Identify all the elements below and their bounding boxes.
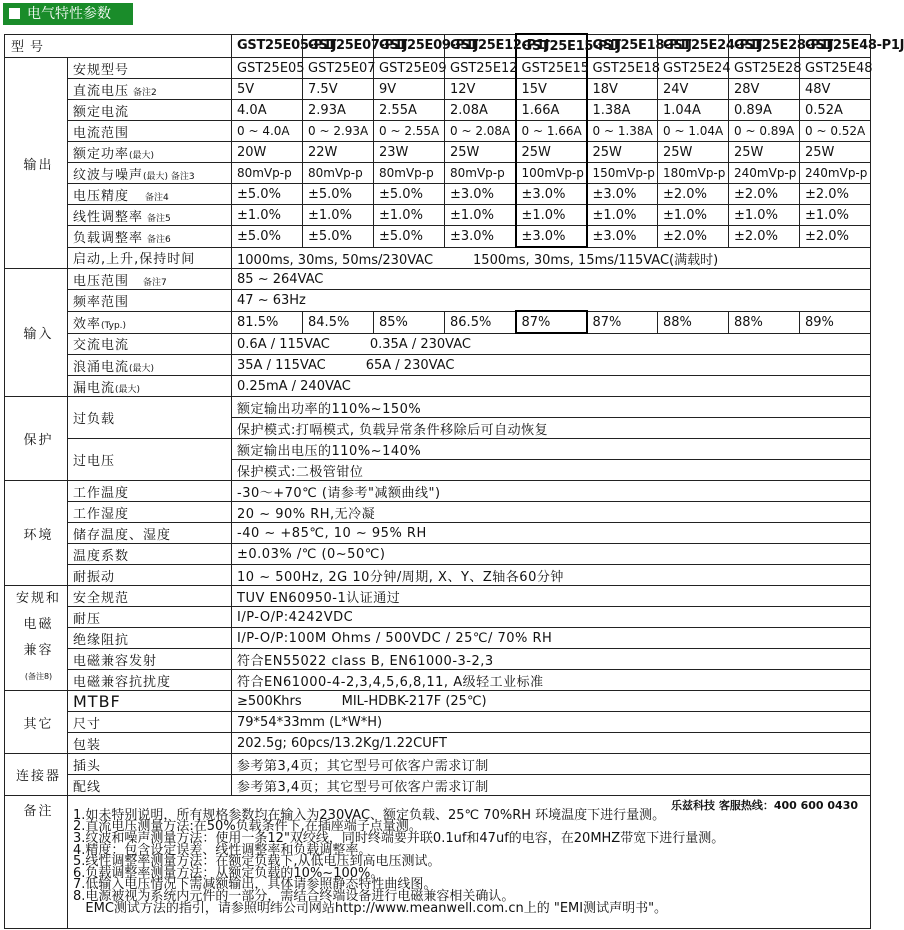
environment-row xyxy=(5,523,871,544)
cell: ±2.0% xyxy=(658,184,729,205)
row-label: 浪涌电流(最大) xyxy=(68,355,232,376)
cell: GST25E28 xyxy=(729,58,800,79)
cell: ±2.0% xyxy=(800,226,871,248)
row-label: 电磁兼容抗扰度 xyxy=(68,670,232,691)
input-row xyxy=(5,311,871,333)
row-label: 启动,上升,保持时间 xyxy=(68,247,232,269)
cell-span: ≥500Khrs MIL-HDBK-217F (25℃) xyxy=(232,691,871,712)
note-line: 4.精度：包含设定误差、线性调整率和负载调整率。 xyxy=(73,842,372,858)
cell: 20W xyxy=(232,142,303,163)
cell-span: 额定输出功率的110%~150% xyxy=(232,397,871,418)
cell: ±5.0% xyxy=(232,184,303,205)
cell: GST25E48 xyxy=(800,58,871,79)
cell: ±3.0% xyxy=(445,184,516,205)
safety-row xyxy=(5,649,871,670)
model-name: GST25E48-P1J xyxy=(800,34,871,58)
row-label: 过电压 xyxy=(68,439,232,481)
hotline: 乐兹科技 客服热线：400 600 0430 xyxy=(670,799,859,812)
cell: ±5.0% xyxy=(232,226,303,248)
protection-row xyxy=(5,397,871,418)
cell: ±3.0% xyxy=(445,226,516,248)
note-line: 6.负载调整率测量方法：从额定负载的10%~100%。 xyxy=(73,865,384,881)
cell: 9V xyxy=(374,79,445,100)
cell: 25W xyxy=(800,142,871,163)
protection-row xyxy=(5,439,871,460)
cell: 81.5% xyxy=(232,311,303,333)
cell: 87% xyxy=(587,311,658,333)
row-label: 负载调整率 备注6 xyxy=(68,226,232,248)
cell-span: 额定输出电压的110%~140% xyxy=(232,439,871,460)
cell-span: 47 ~ 63Hz xyxy=(232,290,871,312)
cell: GST25E24 xyxy=(658,58,729,79)
cell-span: 符合EN61000-4-2,3,4,5,6,8,11, A级轻工业标准 xyxy=(232,670,871,691)
cell-span: 保护模式:打嗝模式, 负载异常条件移除后可自动恢复 xyxy=(232,418,871,439)
others-row xyxy=(5,733,871,754)
model-label: 型号 xyxy=(5,34,232,58)
cell: 84.5% xyxy=(303,311,374,333)
environment-row xyxy=(5,565,871,586)
cell-highlight: 87% xyxy=(516,311,587,333)
input-row xyxy=(5,355,871,376)
row-label: 电压精度 备注4 xyxy=(68,184,232,205)
cell: 0 ~ 2.08A xyxy=(445,121,516,142)
cell: 180mVp-p xyxy=(658,163,729,184)
cell: 80mVp-p xyxy=(232,163,303,184)
cell: 25W xyxy=(658,142,729,163)
cell: 80mVp-p xyxy=(374,163,445,184)
note-line: 2.直流电压测量方法:在50%负载条件下,在插座端子点量测。 xyxy=(73,819,422,835)
cell: 48V xyxy=(800,79,871,100)
cell: GST25E09 xyxy=(374,58,445,79)
output-row xyxy=(5,79,871,100)
output-row xyxy=(5,142,871,163)
cell: 0.52A xyxy=(800,100,871,121)
cell: ±3.0% xyxy=(587,226,658,248)
cell: ±1.0% xyxy=(232,205,303,226)
remarks-row xyxy=(5,796,871,929)
cell-span: I/P-O/P:4242VDC xyxy=(232,607,871,628)
row-label: 额定功率(最大) xyxy=(68,142,232,163)
cell: ±5.0% xyxy=(303,226,374,248)
cell: 0 ~ 0.89A xyxy=(729,121,800,142)
note-line: 3.纹波和噪声测量方法：使用一条12"双绞线，同时终端要并联0.1uf和47uf的电容，在20MHZ带宽下进行量测。 xyxy=(73,831,725,847)
model-name: GST25E12-P1J xyxy=(445,34,516,58)
cell: ±2.0% xyxy=(729,226,800,248)
cell: 89% xyxy=(800,311,871,333)
input-row xyxy=(5,290,871,312)
cell-span: 0.6A / 115VAC 0.35A / 230VAC xyxy=(232,333,871,355)
remarks-notes xyxy=(68,796,871,929)
cell: 240mVp-p xyxy=(729,163,800,184)
cell: ±1.0% xyxy=(516,205,587,226)
row-label: 电流范围 xyxy=(68,121,232,142)
cell: ±3.0% xyxy=(587,184,658,205)
cell: 240mVp-p xyxy=(800,163,871,184)
cell: 85% xyxy=(374,311,445,333)
cell: 0 ~ 4.0A xyxy=(232,121,303,142)
cell: 2.08A xyxy=(445,100,516,121)
connector-row xyxy=(5,775,871,796)
input-row xyxy=(5,269,871,290)
safety-row xyxy=(5,607,871,628)
cell: ±5.0% xyxy=(374,226,445,248)
cell-span: 202.5g; 60pcs/13.2Kg/1.22CUFT xyxy=(232,733,871,754)
cell: 25W xyxy=(587,142,658,163)
protection-category: 保护 xyxy=(5,397,68,481)
cell-span: 0.25mA / 240VAC xyxy=(232,376,871,397)
cell-span: I/P-O/P:100M Ohms / 500VDC / 25℃/ 70% RH xyxy=(232,628,871,649)
cell: 88% xyxy=(658,311,729,333)
row-label: 额定电流 xyxy=(68,100,232,121)
model-name: GST25E18-P1J xyxy=(587,34,658,58)
row-label: 纹波与噪声(最大) 备注3 xyxy=(68,163,232,184)
cell: 0 ~ 1.38A xyxy=(587,121,658,142)
cell: 12V xyxy=(445,79,516,100)
safety-category: 安规和 电磁 兼容 (备注8) xyxy=(5,586,68,691)
cell: GST25E15 xyxy=(516,58,587,79)
output-row xyxy=(5,121,871,142)
spec-table xyxy=(4,33,904,929)
cell: GST25E07 xyxy=(303,58,374,79)
row-label: 工作湿度 xyxy=(68,502,232,523)
cell: 100mVp-p xyxy=(516,163,587,184)
row-label: 频率范围 xyxy=(68,290,232,312)
note-line: 8.电源被视为系统内元件的一部分，需结合终端设备进行电磁兼容相关确认。 xyxy=(73,888,515,904)
environment-row xyxy=(5,502,871,523)
input-category: 输入 xyxy=(5,269,68,397)
environment-row xyxy=(5,481,871,502)
row-label: 插头 xyxy=(68,754,232,775)
note-line: 5.线性调整率测量方法：在额定负载下,从低电压到高电压测试。 xyxy=(73,854,441,870)
model-name: GST25E05-P1J xyxy=(232,34,303,58)
cell: 5V xyxy=(232,79,303,100)
input-row xyxy=(5,333,871,355)
cell: 25W xyxy=(445,142,516,163)
others-category: 其它 xyxy=(5,691,68,754)
cell: ±2.0% xyxy=(800,184,871,205)
cell-span: 符合EN55022 class B, EN61000-3-2,3 xyxy=(232,649,871,670)
note-line: 1.如未特别说明，所有规格参数均在输入为230VAC、额定负载、25℃ 70%RH 环境温度下进行量测。 xyxy=(73,807,666,823)
row-label: 电磁兼容发射 xyxy=(68,649,232,670)
cell: 28V xyxy=(729,79,800,100)
cell: 150mVp-p xyxy=(587,163,658,184)
cell-span: 79*54*33mm (L*W*H) xyxy=(232,712,871,733)
cell: 4.0A xyxy=(232,100,303,121)
cell: 24V xyxy=(658,79,729,100)
model-name: GST25E24-P1J xyxy=(658,34,729,58)
model-name: GST25E07-P1J xyxy=(303,34,374,58)
row-label: 温度系数 xyxy=(68,544,232,565)
cell: ±3.0% xyxy=(516,184,587,205)
row-label: 过负载 xyxy=(68,397,232,439)
cell-span: 1000ms, 30ms, 50ms/230VAC 1500ms, 30ms, 15ms/115VAC(满载时) xyxy=(232,247,871,269)
cell-span: ±0.03% /℃ (0~50℃) xyxy=(232,544,871,565)
cell: ±1.0% xyxy=(445,205,516,226)
cell: GST25E05 xyxy=(232,58,303,79)
cell: ±3.0% xyxy=(516,226,587,248)
cell: 18V xyxy=(587,79,658,100)
safety-row xyxy=(5,628,871,649)
row-label: 储存温度、湿度 xyxy=(68,523,232,544)
cell-span: -30～+70℃ (请参考"减额曲线") xyxy=(232,481,871,502)
section-title xyxy=(3,3,133,25)
output-startup-row xyxy=(5,247,871,269)
cell: 88% xyxy=(729,311,800,333)
row-label: 安规型号 xyxy=(68,58,232,79)
cell: GST25E18 xyxy=(587,58,658,79)
cell: 22W xyxy=(303,142,374,163)
cell: 80mVp-p xyxy=(303,163,374,184)
output-row xyxy=(5,205,871,226)
output-row xyxy=(5,100,871,121)
cell: GST25E12 xyxy=(445,58,516,79)
cell: 2.55A xyxy=(374,100,445,121)
cell-span: 10 ~ 500Hz, 2G 10分钟/周期, X、Y、Z轴各60分钟 xyxy=(232,565,871,586)
output-row xyxy=(5,58,871,79)
cell-span: 参考第3,4页；其它型号可依客户需求订制 xyxy=(232,775,871,796)
connector-category: 连接器 xyxy=(5,754,68,796)
model-header-row xyxy=(5,34,871,58)
row-label: 效率(Typ.) xyxy=(68,311,232,333)
cell: ±1.0% xyxy=(303,205,374,226)
row-label: 线性调整率 备注5 xyxy=(68,205,232,226)
cell-span: -40 ~ +85℃, 10 ~ 95% RH xyxy=(232,523,871,544)
environment-category: 环境 xyxy=(5,481,68,586)
cell: ±5.0% xyxy=(303,184,374,205)
cell: 1.04A xyxy=(658,100,729,121)
cell-span: 35A / 115VAC 65A / 230VAC xyxy=(232,355,871,376)
environment-row xyxy=(5,544,871,565)
cell: ±1.0% xyxy=(800,205,871,226)
square-icon xyxy=(9,8,20,19)
cell: 0 ~ 2.55A xyxy=(374,121,445,142)
section-title-text: 电气特性参数 xyxy=(27,6,111,22)
input-row xyxy=(5,376,871,397)
cell: ±1.0% xyxy=(729,205,800,226)
cell: 23W xyxy=(374,142,445,163)
row-label: 交流电流 xyxy=(68,333,232,355)
cell-span: 85 ~ 264VAC xyxy=(232,269,871,290)
cell: 0 ~ 1.04A xyxy=(658,121,729,142)
cell: 0.89A xyxy=(729,100,800,121)
cell: 15V xyxy=(516,79,587,100)
cell: 0 ~ 0.52A xyxy=(800,121,871,142)
row-label: 漏电流(最大) xyxy=(68,376,232,397)
cell: 1.66A xyxy=(516,100,587,121)
cell: 0 ~ 2.93A xyxy=(303,121,374,142)
row-label: 尺寸 xyxy=(68,712,232,733)
output-row xyxy=(5,184,871,205)
cell-span: TUV EN60950-1认证通过 xyxy=(232,586,871,607)
cell: 86.5% xyxy=(445,311,516,333)
row-label: 耐振动 xyxy=(68,565,232,586)
row-label: 电压范围 备注7 xyxy=(68,269,232,290)
note-line: 7.低输入电压情况下需减额输出，具体请参照静态特性曲线图。 xyxy=(73,877,437,893)
row-label: 包装 xyxy=(68,733,232,754)
cell: 25W xyxy=(729,142,800,163)
others-row xyxy=(5,712,871,733)
cell: ±2.0% xyxy=(658,226,729,248)
output-row xyxy=(5,226,871,248)
row-label: 安全规范 xyxy=(68,586,232,607)
cell-span: 20 ~ 90% RH,无冷凝 xyxy=(232,502,871,523)
note-line: EMC测试方法的指引，请参照明纬公司网站http://www.meanwell.com.cn上的 "EMI测试声明书"。 xyxy=(73,900,668,916)
cell: 1.38A xyxy=(587,100,658,121)
cell: ±1.0% xyxy=(587,205,658,226)
output-category: 输出 xyxy=(5,58,68,269)
model-name-highlight: GST25E15-P1J xyxy=(516,34,587,58)
cell: 2.93A xyxy=(303,100,374,121)
cell: 0 ~ 1.66A xyxy=(516,121,587,142)
cell: 80mVp-p xyxy=(445,163,516,184)
row-label: 绝缘阻抗 xyxy=(68,628,232,649)
row-label: 配线 xyxy=(68,775,232,796)
remarks-category: 备注 xyxy=(5,796,68,929)
cell: ±2.0% xyxy=(729,184,800,205)
row-label: MTBF xyxy=(68,691,232,712)
safety-row xyxy=(5,586,871,607)
connector-row xyxy=(5,754,871,775)
row-label: 耐压 xyxy=(68,607,232,628)
cell: 25W xyxy=(516,142,587,163)
model-name: GST25E09-P1J xyxy=(374,34,445,58)
cell-span: 保护模式:二极管钳位 xyxy=(232,460,871,481)
row-label: 工作温度 xyxy=(68,481,232,502)
cell: ±1.0% xyxy=(374,205,445,226)
cell: ±1.0% xyxy=(658,205,729,226)
output-row xyxy=(5,163,871,184)
model-name: GST25E28-P1J xyxy=(729,34,800,58)
cell: ±5.0% xyxy=(374,184,445,205)
cell: 7.5V xyxy=(303,79,374,100)
row-label: 直流电压 备注2 xyxy=(68,79,232,100)
cell-span: 参考第3,4页；其它型号可依客户需求订制 xyxy=(232,754,871,775)
others-row xyxy=(5,691,871,712)
safety-row xyxy=(5,670,871,691)
